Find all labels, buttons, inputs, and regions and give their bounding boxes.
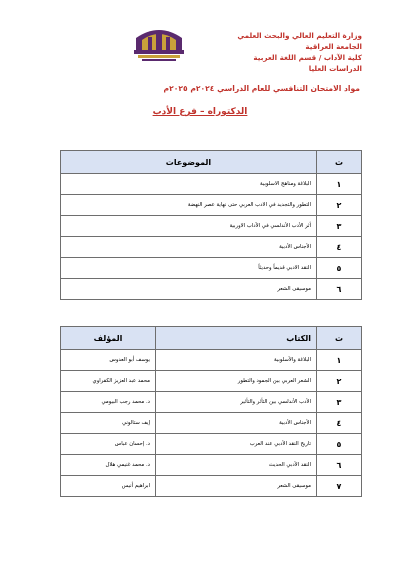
postgrad-line: الدراسات العليا: [308, 64, 362, 73]
num-header: ت: [317, 327, 362, 350]
row-number: ٥: [317, 258, 362, 279]
book-cell: الأجناس الأدبية: [156, 413, 317, 434]
row-number: ١: [317, 174, 362, 195]
row-number: ٤: [317, 413, 362, 434]
author-cell: يوسف أبو العدوس: [61, 350, 156, 371]
table-row: [61, 279, 362, 300]
book-cell: الأدب الأندلسي بين التأثر والتأثير: [156, 392, 317, 413]
author-cell: د. محمد رجب البيومي: [61, 392, 156, 413]
table-row: [61, 455, 362, 476]
book-cell: الشعر العربي بين الجمود والتطور: [156, 371, 317, 392]
author-cell: ابراهيم أنيس: [61, 476, 156, 497]
row-number: ٧: [317, 476, 362, 497]
row-number: ٢: [317, 195, 362, 216]
subjects-table: [60, 150, 362, 300]
row-number: ٦: [317, 279, 362, 300]
author-cell: د. إحسان عباس: [61, 434, 156, 455]
subject-cell: البلاغة ومناهج الاسلوبية: [61, 174, 317, 195]
table-row: [61, 434, 362, 455]
author-header: المؤلف: [61, 327, 156, 350]
book-header: الكتاب: [156, 327, 317, 350]
section-title: الدكتوراه – فرع الأدب: [152, 107, 248, 117]
row-number: ٤: [317, 237, 362, 258]
table-row: [61, 413, 362, 434]
books-table: [60, 326, 362, 497]
subject-cell: التطور والتجديد في الادب العربي حتى نهاية عصر النهضة: [61, 195, 317, 216]
table-row: [61, 195, 362, 216]
college-line: كلية الآداب / قسم اللغة العربية: [253, 53, 362, 62]
exam-title: مواد الامتحان التنافسي للعام الدراسي ٢٠٢٤م ٢٠٢٥م: [163, 84, 360, 93]
table-row: [61, 392, 362, 413]
table-row: [61, 258, 362, 279]
num-header: ت: [317, 151, 362, 174]
ministry-line: وزارة التعليم العالي والبحث العلمي: [237, 31, 362, 40]
table-row: [61, 237, 362, 258]
university-logo-icon: [132, 20, 186, 66]
ministry-header: [232, 30, 362, 74]
subject-header: الموضوعات: [61, 151, 317, 174]
table-row: [61, 216, 362, 237]
row-number: ٦: [317, 455, 362, 476]
row-number: ٣: [317, 216, 362, 237]
author-cell: محمد عبد العزيز الكفراوي: [61, 371, 156, 392]
row-number: ٣: [317, 392, 362, 413]
author-cell: إيف ستالوني: [61, 413, 156, 434]
book-cell: البلاغة والأسلوبية: [156, 350, 317, 371]
table-header-row: [61, 151, 362, 174]
subject-cell: أثر الأدب الأندلسي في الآداب الاوربية: [61, 216, 317, 237]
table-row: [61, 350, 362, 371]
table-row: [61, 174, 362, 195]
table-row: [61, 476, 362, 497]
row-number: ١: [317, 350, 362, 371]
author-cell: د. محمد غنيمي هلال: [61, 455, 156, 476]
row-number: ٢: [317, 371, 362, 392]
row-number: ٥: [317, 434, 362, 455]
book-cell: موسيقى الشعر: [156, 476, 317, 497]
book-cell: النقد الأدبي الحديث: [156, 455, 317, 476]
subject-cell: موسيقى الشعر: [61, 279, 317, 300]
university-line: الجامعة العراقية: [305, 42, 362, 51]
subject-cell: النقد الادبي قديماً وحديثاً: [61, 258, 317, 279]
table-row: [61, 371, 362, 392]
subject-cell: الأجناس الأدبية: [61, 237, 317, 258]
book-cell: تاريخ النقد الأدبي عند العرب: [156, 434, 317, 455]
table-header-row: [61, 327, 362, 350]
